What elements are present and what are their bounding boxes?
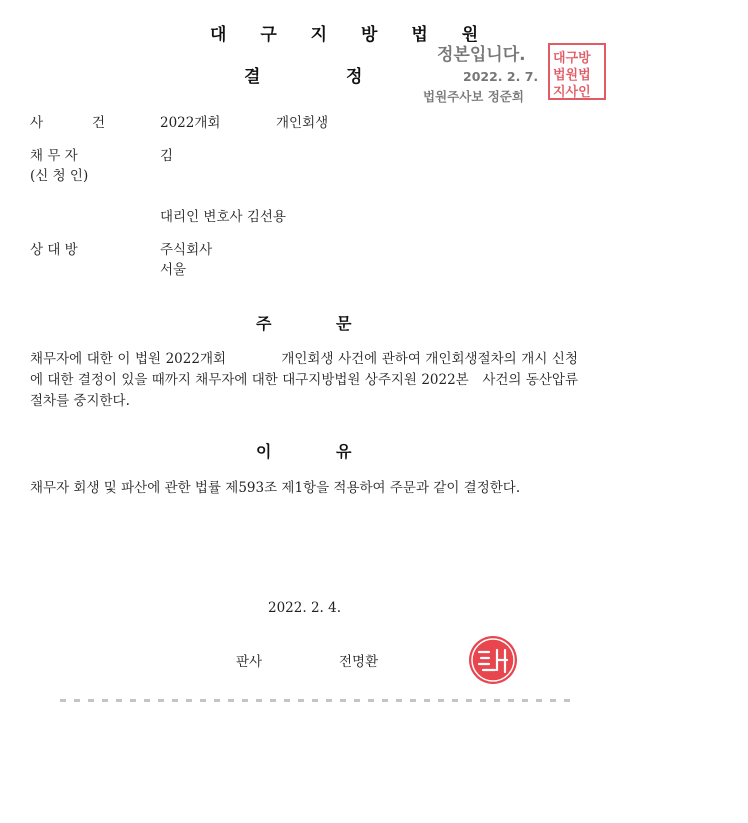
debtor-label: 채 무 자	[30, 148, 78, 164]
order-text: 채무자에 대한 이 법원 2022개회 개인회생 사건에 관하여 개인회생절차의 개시 신청에 대한 결정이 있을 때까지 채무자에 대한 대구지방법원 상주지원 2022본 사건의 동산압류 절차를 중지한다.	[30, 351, 578, 409]
debtor-agent: 대리인 변호사 김선용	[160, 209, 286, 225]
court-seal-icon: 대구방 법원법 지사인	[548, 43, 606, 100]
order-heading-left: 주	[256, 314, 272, 333]
certification-clerk: 법원주사보 정준희	[423, 89, 524, 104]
case-name: 개인회생	[276, 115, 329, 131]
cut-off-text-line	[60, 699, 570, 702]
debtor-role: (신 청 인)	[30, 168, 89, 184]
case-number: 2022개회	[160, 115, 221, 131]
court-name: 대 구 지 방 법 원	[210, 25, 493, 45]
opponent-line-2: 서울	[160, 262, 187, 278]
certification-date: 2022. 2. 7.	[463, 69, 539, 84]
judge-name: 전명환	[339, 654, 379, 670]
reason-heading-left: 이	[256, 442, 272, 461]
order-heading-right: 문	[336, 314, 352, 333]
doc-type-left: 결	[244, 67, 261, 87]
reason-text: 채무자 회생 및 파산에 관한 법률 제593조 제1항을 적용하여 주문과 같이 결정한다.	[30, 480, 521, 496]
case-label-1: 사	[30, 115, 44, 131]
judge-seal-icon	[467, 634, 519, 686]
debtor-name: 김	[160, 148, 174, 164]
certification-text: 정본입니다.	[437, 45, 526, 65]
reason-heading-right: 유	[336, 442, 352, 461]
case-label-2: 건	[92, 115, 106, 131]
doc-type-right: 정	[346, 67, 363, 87]
opponent-label: 상 대 방	[30, 242, 78, 258]
opponent-line-1: 주식회사	[160, 242, 213, 258]
decision-date: 2022. 2. 4.	[268, 600, 341, 616]
judge-title: 판사	[236, 654, 263, 670]
